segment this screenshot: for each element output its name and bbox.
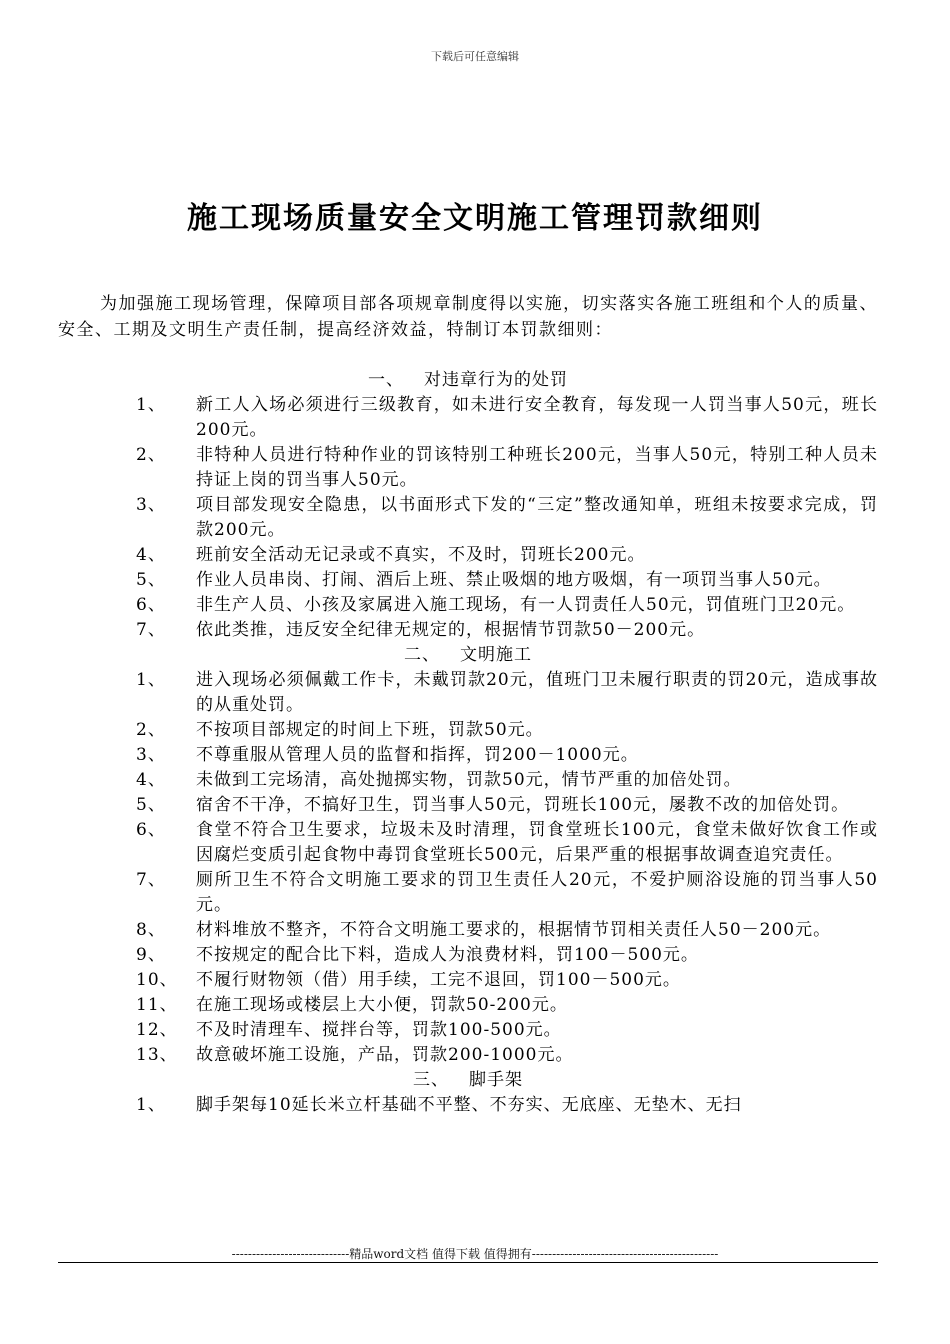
list-item [58,718,878,743]
section-number: 一、 [368,370,404,390]
item-text: 不按规定的配合比下料，造成人为浪费材料，罚100－500元。 [196,945,699,965]
list-item [58,543,878,568]
section-title: 脚手架 [469,1070,523,1090]
item-number: 4、 [136,545,166,565]
item-text: 非特种人员进行特种作业的罚该特别工种班长200元，当事人50元，特别工种人员未持证上岗的罚当事人50元。 [196,445,878,490]
item-text: 作业人员串岗、打闹、酒后上班、禁止吸烟的地方吸烟，有一项罚当事人50元。 [196,570,832,590]
item-number: 2、 [136,445,166,465]
item-number: 1、 [136,1095,166,1115]
item-text: 不及时清理车、搅拌台等，罚款100-500元。 [196,1020,562,1040]
header-note: 下载后可任意编辑 [431,50,519,63]
footer-rule [58,1262,878,1263]
item-number: 7、 [136,870,166,890]
item-text: 不尊重服从管理人员的监督和指挥，罚200－1000元。 [196,745,639,765]
item-text: 班前安全活动无记录或不真实，不及时，罚班长200元。 [196,545,646,565]
list-item [58,1018,878,1043]
list-item [58,943,878,968]
item-text: 项目部发现安全隐患，以书面形式下发的“三定”整改通知单，班组未按要求完成，罚款200元。 [196,495,878,540]
item-text: 故意破坏施工设施，产品，罚款200-1000元。 [196,1045,574,1065]
item-number: 11、 [136,995,178,1015]
section-number: 三、 [413,1070,449,1090]
item-text: 宿舍不干净，不搞好卫生，罚当事人50元，罚班长100元，屡教不改的加倍处罚。 [196,795,850,815]
item-number: 3、 [136,745,166,765]
section-heading [58,1068,878,1093]
list-item [58,793,878,818]
list-item [58,443,878,493]
list-item [58,393,878,443]
intro-paragraph: 为加强施工现场管理，保障项目部各项规章制度得以实施，切实落实各施工班组和个人的质量、安全、工期及文明生产责任制，提高经济效益，特制订本罚款细则： [58,294,878,340]
list-item [58,868,878,918]
list-item [58,818,878,868]
section-heading [58,643,878,668]
list-item [58,493,878,543]
list-item [58,618,878,643]
item-number: 2、 [136,720,166,740]
list-item [58,918,878,943]
item-number: 1、 [136,670,166,690]
item-text: 不履行财物领（借）用手续，工完不退回，罚100－500元。 [196,970,681,990]
item-text: 进入现场必须佩戴工作卡，未戴罚款20元，值班门卫未履行职责的罚20元，造成事故的从重处罚。 [196,670,878,715]
item-text: 依此类推，违反安全纪律无规定的，根据情节罚款50－200元。 [196,620,706,640]
item-number: 7、 [136,620,166,640]
item-text: 非生产人员、小孩及家属进入施工现场，有一人罚责任人50元，罚值班门卫20元。 [196,595,856,615]
list-item [58,1043,878,1068]
item-text: 脚手架每10延长米立杆基础不平整、不夯实、无底座、无垫木、无扫 [196,1095,742,1115]
item-number: 5、 [136,795,166,815]
list-item [58,668,878,718]
section-number: 二、 [404,645,440,665]
item-number: 6、 [136,595,166,615]
item-number: 6、 [136,820,166,840]
document-body [58,368,878,1118]
item-number: 10、 [136,970,178,990]
list-item [58,593,878,618]
list-item [58,1093,878,1118]
item-text: 在施工现场或楼层上大小便，罚款50-200元。 [196,995,568,1015]
item-text: 厕所卫生不符合文明施工要求的罚卫生责任人20元，不爱护厕浴设施的罚当事人50元。 [196,870,878,915]
item-number: 13、 [136,1045,178,1065]
footer-text: -----------------------------精品word文档 值得下载 值得拥有---------------------------------------------- [231,1247,719,1261]
item-text: 新工人入场必须进行三级教育，如未进行安全教育，每发现一人罚当事人50元，班长200元。 [196,395,878,440]
item-number: 4、 [136,770,166,790]
section-title: 对违章行为的处罚 [424,370,568,390]
item-number: 3、 [136,495,166,515]
item-number: 9、 [136,945,166,965]
item-number: 8、 [136,920,166,940]
list-item [58,568,878,593]
item-text: 食堂不符合卫生要求，垃圾未及时清理，罚食堂班长100元，食堂未做好饮食工作或因腐烂变质引起食物中毒罚食堂班长500元，后果严重的根据事故调查追究责任。 [196,820,878,865]
item-number: 1、 [136,395,166,415]
item-number: 12、 [136,1020,178,1040]
document-title: 施工现场质量安全文明施工管理罚款细则 [187,201,763,236]
item-text: 未做到工完场清，高处抛掷实物，罚款50元，情节严重的加倍处罚。 [196,770,742,790]
list-item [58,968,878,993]
item-text: 材料堆放不整齐，不符合文明施工要求的，根据情节罚相关责任人50－200元。 [196,920,832,940]
list-item [58,993,878,1018]
item-number: 5、 [136,570,166,590]
list-item [58,768,878,793]
section-title: 文明施工 [460,645,532,665]
item-text: 不按项目部规定的时间上下班，罚款50元。 [196,720,544,740]
list-item [58,743,878,768]
section-heading [58,368,878,393]
